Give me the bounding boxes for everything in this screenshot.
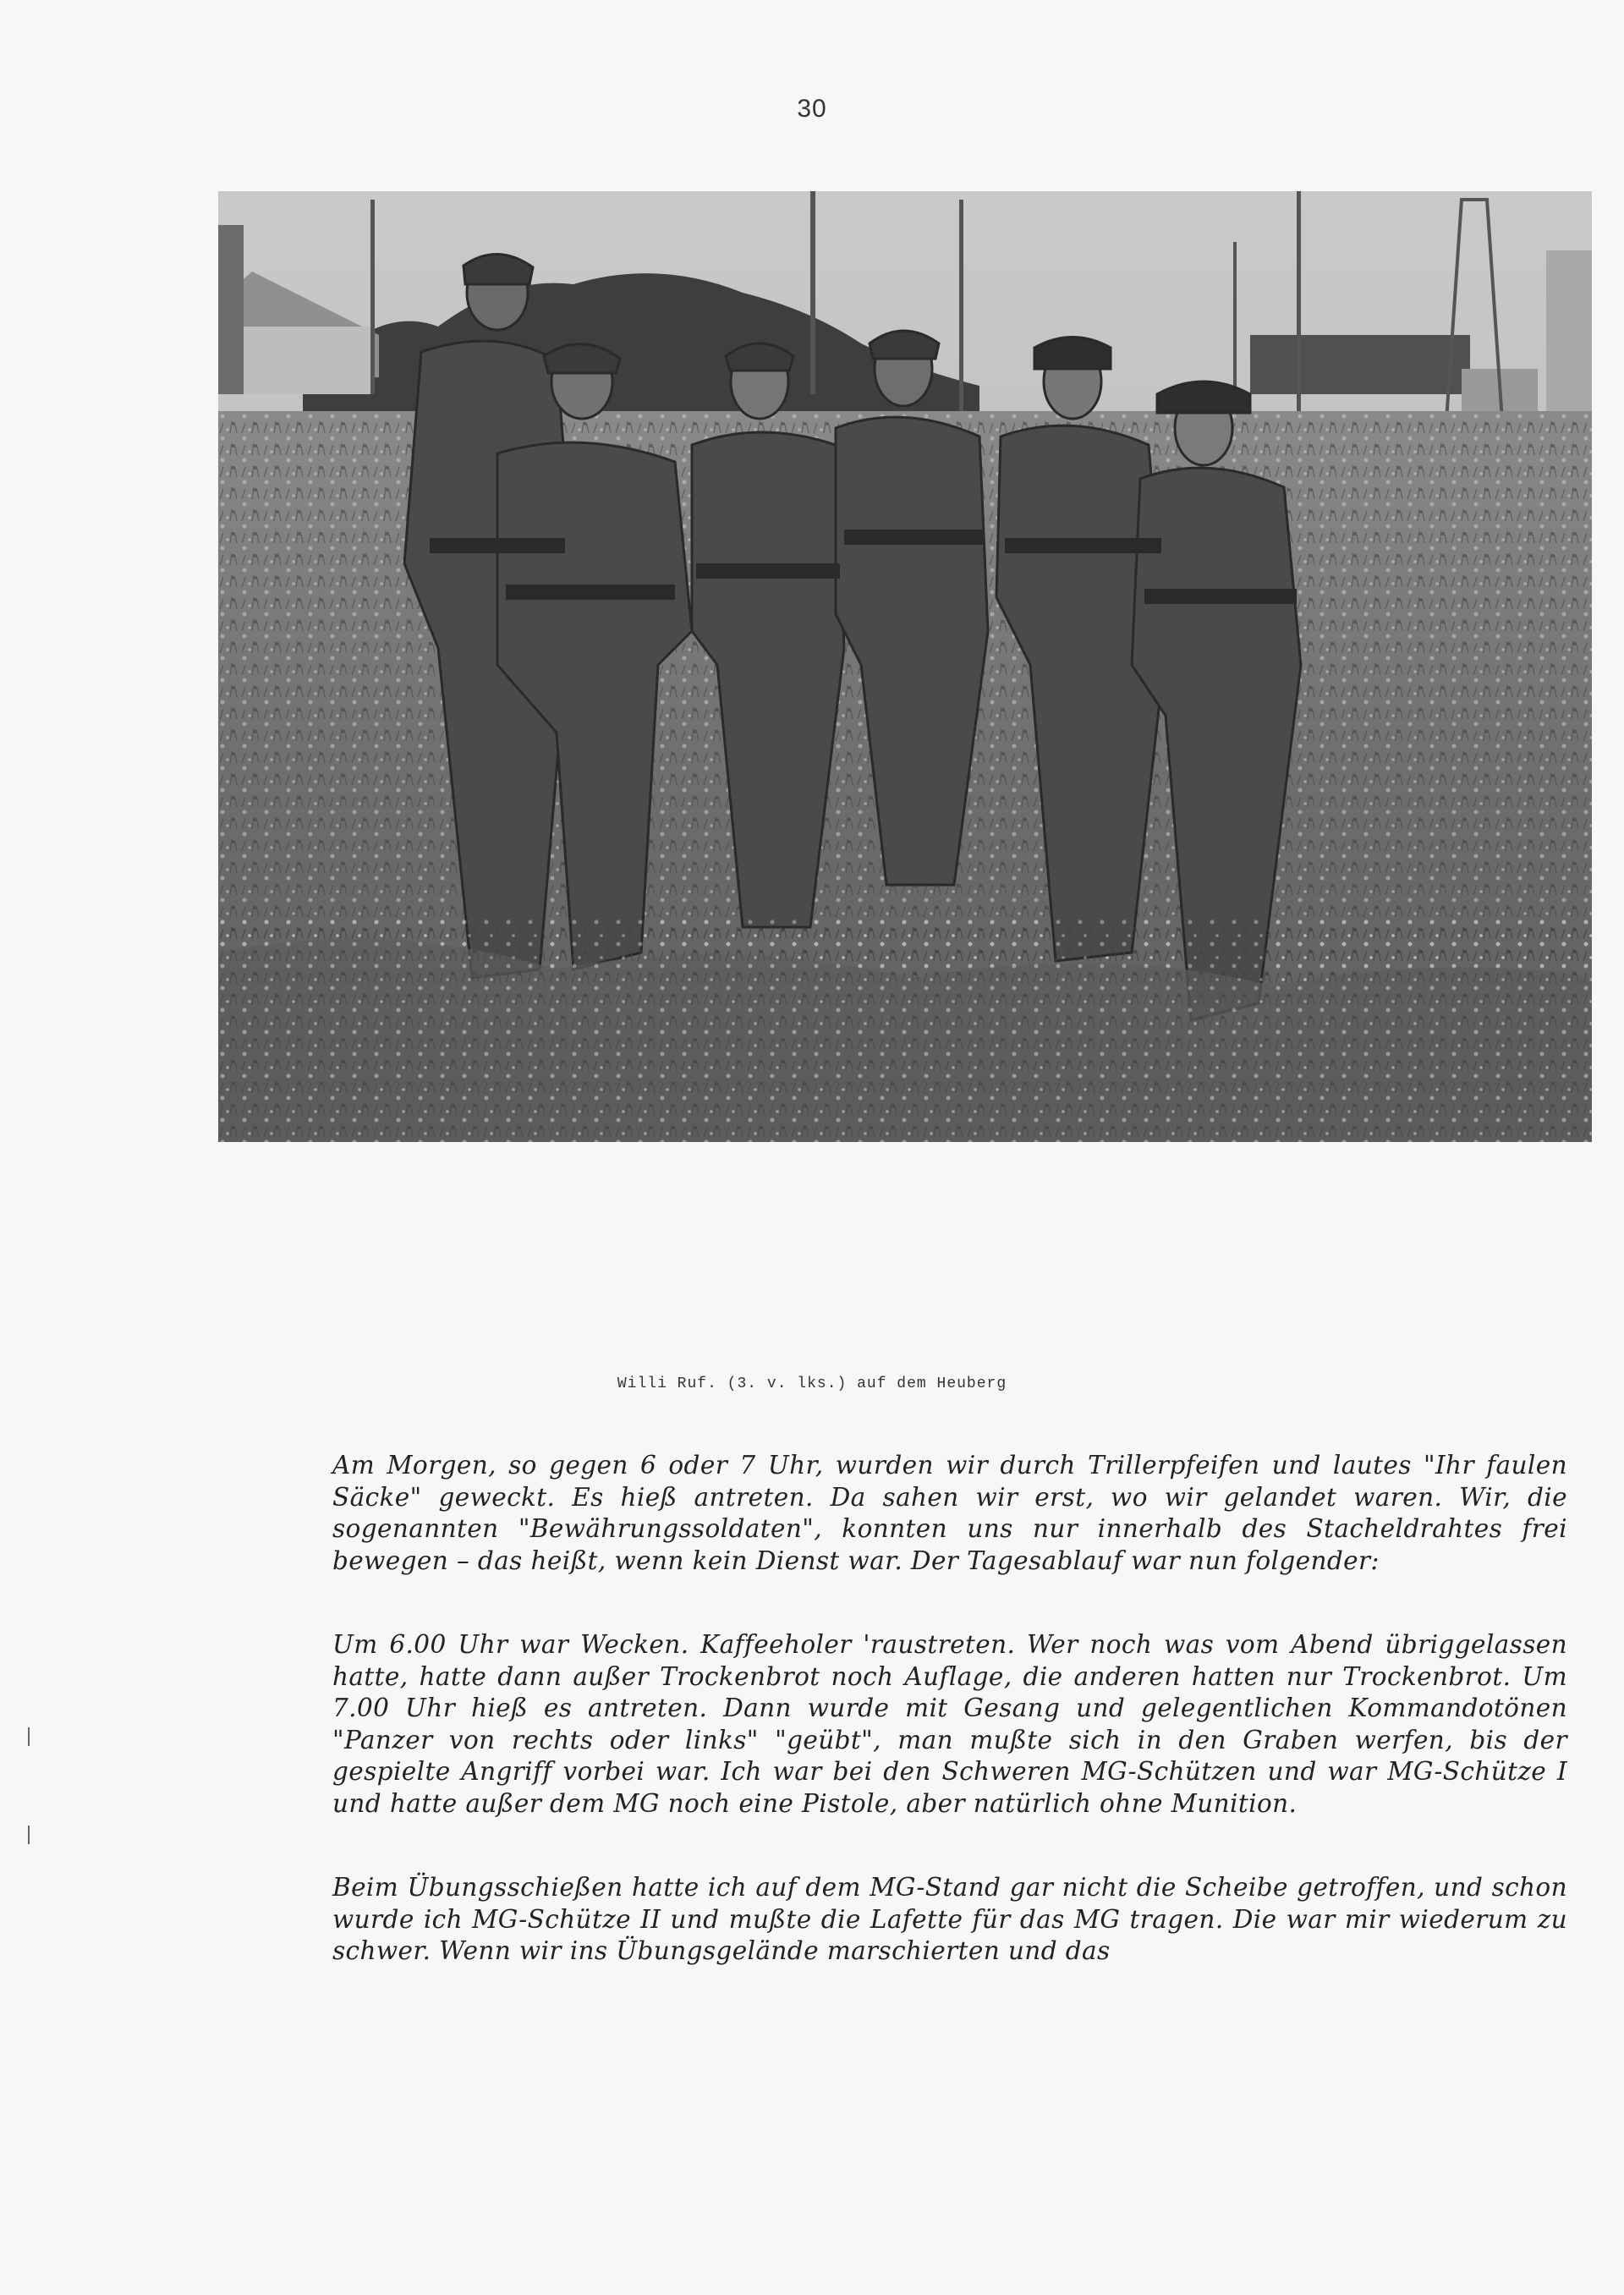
margin-mark — [28, 1826, 30, 1844]
paragraph: Beim Übungsschießen hatte ich auf dem MG-Stand gar nicht die Scheibe getroffen, und schon wurde ich MG-Schütze II und mußte die Lafette für das MG tragen. Die war mir wiederum zu schwer. Wenn wir ins Übungsgelände marschierten und das — [332, 1873, 1567, 1965]
margin-mark — [28, 1727, 30, 1746]
photograph — [218, 191, 1592, 1142]
photograph-soldiers-group-icon — [218, 191, 1592, 1142]
page-number: 30 — [797, 95, 827, 123]
paragraph: Am Morgen, so gegen 6 oder 7 Uhr, wurden wir durch Trillerpfeifen und lautes "Ihr faulen Säcke" geweckt. Es hieß antreten. Da sahen wir erst, wo wir gelandet waren. Wir, die sogenannten "Bewährungssoldaten", konnten uns nur innerhalb des Stacheldrahtes frei bewegen – das heißt, wenn kein Dienst war. Der Tagesablauf war nun folgender: — [332, 1451, 1567, 1575]
paragraph: Um 6.00 Uhr war Wecken. Kaffeeholer 'raustreten. Wer noch was vom Abend übriggelassen hatte, hatte dann außer Trockenbrot noch Auflage, die anderen hatten nur Trockenbrot. Um 7.00 Uhr hieß es antreten. Dann wurde mit Gesang und gelegentlichen Kommandotönen "Panzer von rechts oder links" "geübt", man mußte sich in den Graben werfen, bis der gespielte Angriff vorbei war. Ich war bei den Schweren MG-Schützen und war MG-Schütze I und hatte außer dem MG noch eine Pistole, aber natürlich ohne Munition. — [332, 1630, 1567, 1818]
photo-caption: Willi Ruf. (3. v. lks.) auf dem Heuberg — [617, 1375, 1007, 1392]
body-text — [332, 1450, 1567, 2020]
